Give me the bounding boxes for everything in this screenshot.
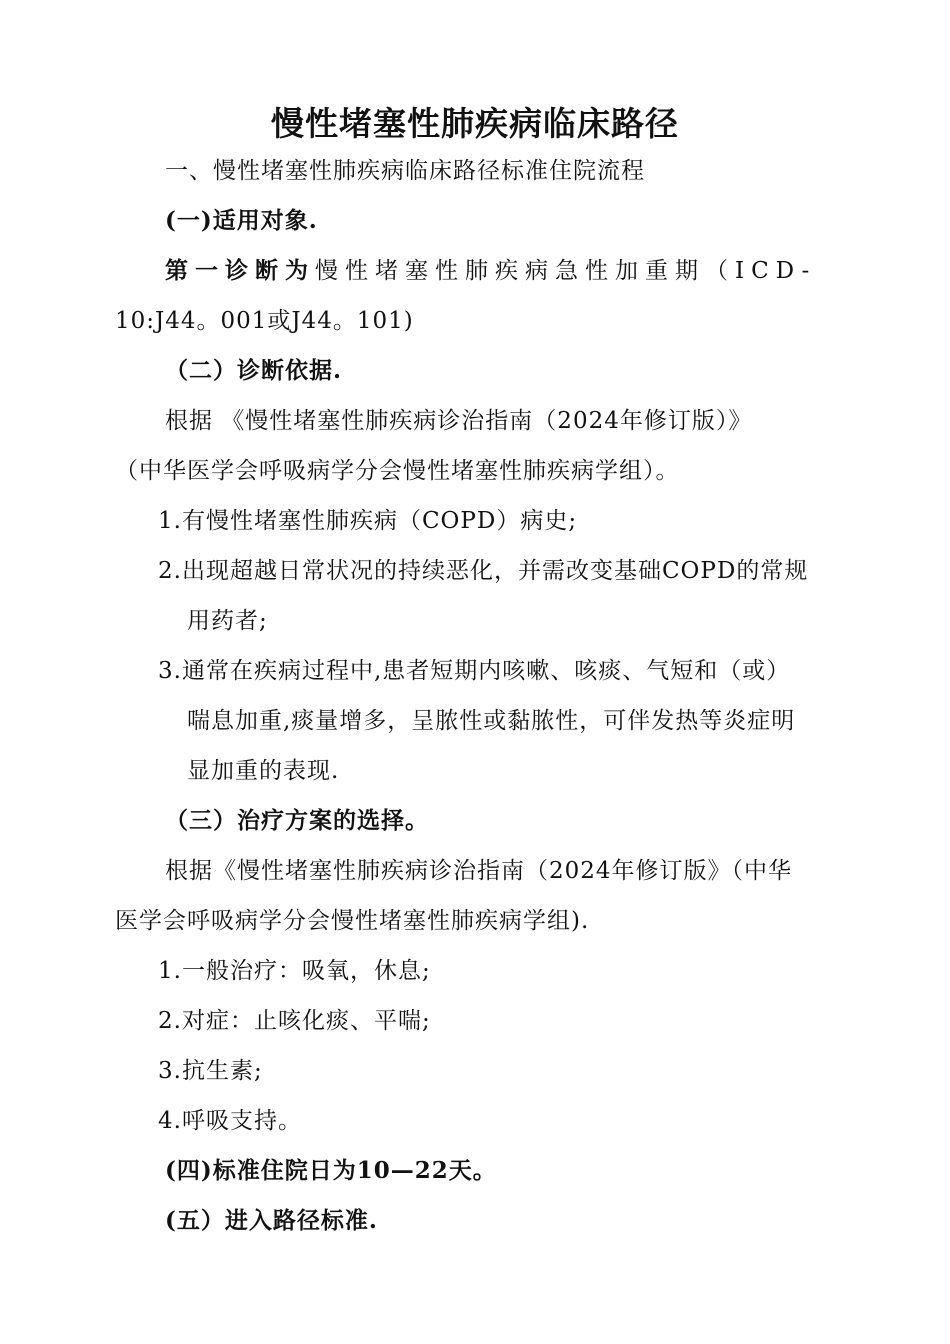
treatment-source-line-1: 根据《慢性堵塞性肺疾病诊治指南（2024年修订版》（中华 <box>165 858 793 884</box>
criteria-item-1: 1.有慢性堵塞性肺疾病（COPD）病史; <box>158 508 578 534</box>
diagnosis-label: 第一诊断为 <box>165 257 315 284</box>
document-title: 慢性堵塞性肺疾病临床路径 <box>271 104 679 143</box>
criteria-source-line-2: （中华医学会呼吸病学分会慢性堵塞性肺疾病学组）。 <box>115 458 680 484</box>
diagnosis-line-2: 10:J44。001或J44。101) <box>115 308 414 334</box>
criteria-item-2-line-2: 用药者; <box>187 608 268 634</box>
criteria-source-line-1: 根据 《慢性堵塞性肺疾病诊治指南（2024年修订版）》 <box>165 408 753 434</box>
diagnosis-line-1 <box>165 256 838 286</box>
diagnosis-text: 慢性堵塞性肺疾病急性加重期（ICD- <box>315 258 817 284</box>
treatment-item-4: 4.呼吸支持。 <box>158 1108 302 1134</box>
criteria-item-2-line-1: 2.出现超越日常状况的持续恶化，并需改变基础COPD的常规 <box>158 558 809 584</box>
treatment-item-2: 2.对症：止咳化痰、平喘; <box>158 1008 431 1034</box>
treatment-source-line-2: 医学会呼吸病学分会慢性堵塞性肺疾病学组). <box>115 908 590 934</box>
treatment-item-1: 1.一般治疗：吸氧，休息; <box>158 958 431 984</box>
subsection-heading-2: （二）诊断依据. <box>165 357 343 384</box>
criteria-item-3-line-2: 喘息加重,痰量增多，呈脓性或黏脓性，可伴发热等炎症明 <box>187 708 796 734</box>
subsection-heading-1: (一)适用对象. <box>165 207 318 234</box>
section-heading: 一、慢性堵塞性肺疾病临床路径标准住院流程 <box>165 158 645 184</box>
criteria-item-3-line-1: 3.通常在疾病过程中,患者短期内咳嗽、咳痰、气短和（或） <box>158 658 791 684</box>
subsection-heading-5: (五）进入路径标准. <box>165 1207 378 1234</box>
treatment-item-3: 3.抗生素; <box>158 1058 263 1084</box>
subsection-heading-4: (四)标准住院日为10—22天。 <box>165 1157 497 1184</box>
subsection-heading-3: （三）治疗方案的选择。 <box>165 807 429 834</box>
criteria-item-3-line-3: 显加重的表现. <box>187 758 340 784</box>
